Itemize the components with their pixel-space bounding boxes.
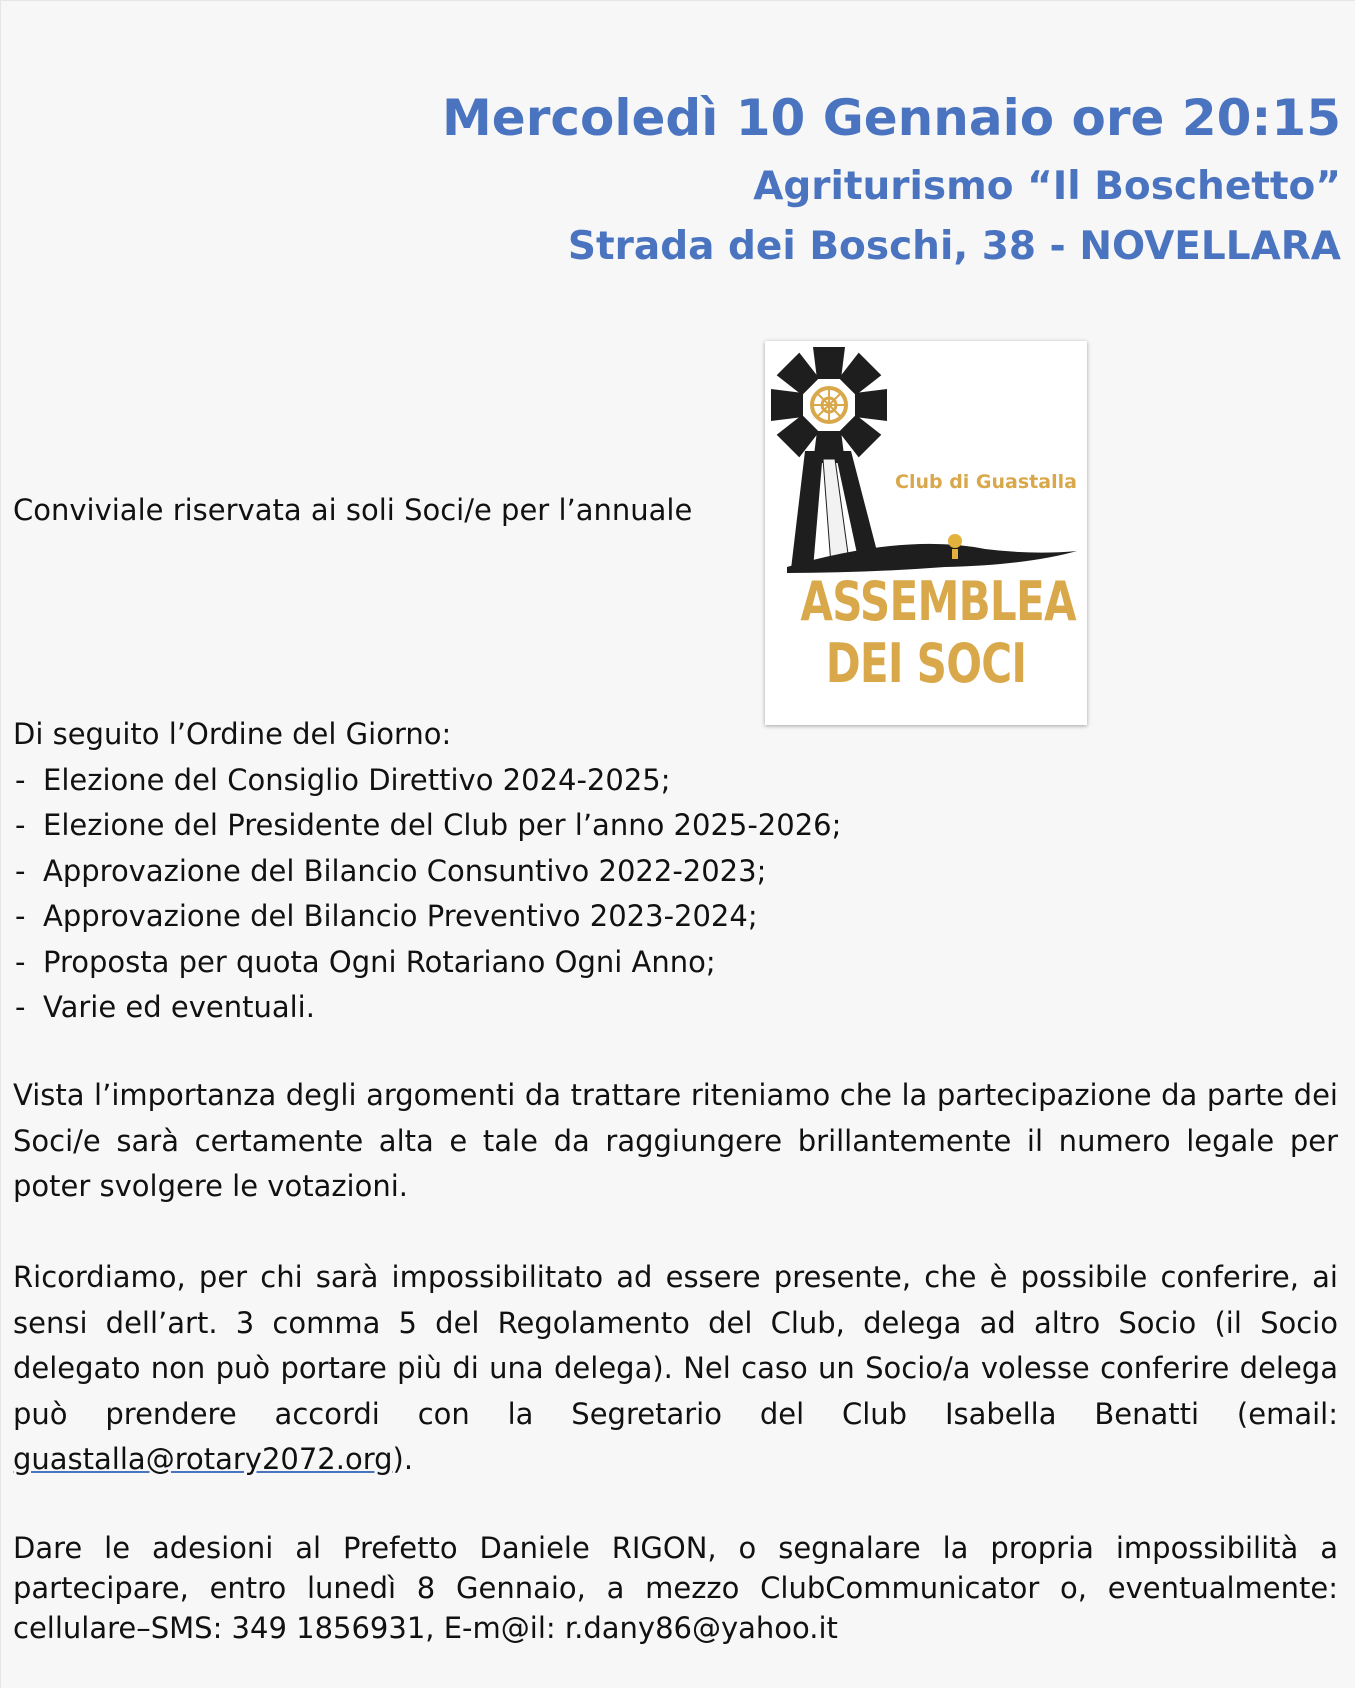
agenda-item: - Approvazione del Bilancio Preventivo 2023-2024; <box>13 894 841 940</box>
event-address: Strada dei Boschi, 38 - NOVELLARA <box>567 224 1341 269</box>
agenda-item: - Elezione del Presidente del Club per l’anno 2025-2026; <box>13 803 841 849</box>
logo-title-line2: DEI SOCI <box>825 632 1027 695</box>
event-header <box>442 79 1341 277</box>
logo-title-line1: ASSEMBLEA <box>800 570 1076 633</box>
logo-club-name: Club di Guastalla <box>895 471 1077 493</box>
paragraph-delega <box>13 1255 1338 1483</box>
agenda-item: - Varie ed eventuali. <box>13 985 841 1031</box>
agenda-section <box>13 712 841 1031</box>
agenda-list <box>13 758 841 1031</box>
event-date-time: Mercoledì 10 Gennaio ore 20:15 <box>442 89 1341 147</box>
agenda-item: - Proposta per quota Ogni Rotariano Ogni Anno; <box>13 940 841 986</box>
agenda-item: - Approvazione del Bilancio Consuntivo 2022-2023; <box>13 849 841 895</box>
paragraph-importance: Vista l’importanza degli argomenti da trattare riteniamo che la partecipazione da parte dei Soci/e sarà certamente alta e tale da raggiungere brillantemente il numero legale per poter svolgere le votazioni. <box>13 1078 1338 1203</box>
intro-text: Conviviale riservata ai soli Soci/e per l’annuale <box>13 493 693 527</box>
agenda-item: - Elezione del Consiglio Direttivo 2024-2025; <box>13 758 841 804</box>
event-venue: Agriturismo “Il Boschetto” <box>753 164 1341 209</box>
paragraph-adesioni: Dare le adesioni al Prefetto Daniele RIGON, o segnalare la propria impossibilità a partecipare, entro lunedì 8 Gennaio, a mezzo ClubCommunicator o, eventualmente: cellulare–SMS: 349 1856931, E-m@il: r.dany86@yahoo.it <box>13 1531 1338 1645</box>
agenda-heading: Di seguito l’Ordine del Giorno: <box>13 717 452 751</box>
logo-title <box>800 570 1076 695</box>
paragraph-delega-text: Ricordiamo, per chi sarà impossibilitato ad essere presente, che è possibile conferire, ai sensi dell’art. 3 comma 5 del Regolamento del Club, delega ad altro Socio (il Socio delegato non può portare più di una delega). Nel caso un Socio/a volesse conferire delega può prendere accordi con la Segretario del Club Isabella Benatti (email: <box>13 1260 1338 1431</box>
paragraph-delega-end: ). <box>392 1442 414 1476</box>
assemblea-logo <box>765 341 1087 725</box>
secretary-email-link[interactable]: guastalla@rotary2072.org <box>13 1442 393 1476</box>
